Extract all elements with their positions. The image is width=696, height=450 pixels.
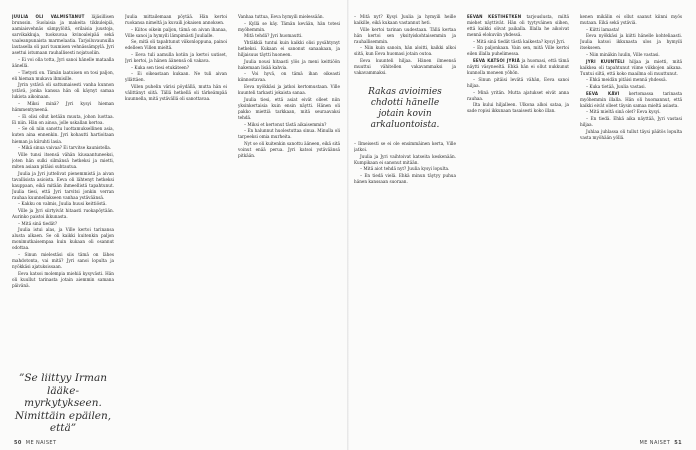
body-paragraph [12, 252, 114, 270]
body-paragraph [238, 40, 340, 58]
paragraph-text: Eeva nyökkäsi ja jatkoi kertomustaan. Ville kuunteli tarkasti jokaista sanaa. [238, 84, 340, 96]
paragraph-text: Vanhaa tuttua, Eeva hymyili mielessään. [238, 14, 324, 19]
paragraph-text: – Sinun pitäisi levätä vähän, Eeva sanoi hiljaa. [467, 76, 569, 88]
paragraph-text: Villen puhelin värisi pöydällä, mutta hän ei välittänyt siitä. Tällä hetkellä oli tärkeämpää kuunnella, mitä ystävällä oli sanottavaa. [125, 84, 227, 102]
body-paragraph [12, 70, 114, 82]
body-paragraph [580, 27, 682, 33]
paragraph-text: Eeva nyökkäsi ja kiitti hänelle kohteliaasti. Juulia katsoi ikkunasta ulos ja hymyili itsekseen. [580, 33, 682, 51]
paragraph-text: Ilta kului hiljalleen. Ulkona alkoi sataa, ja sade ropisi ikkunaan tasaisesti koko illan. [467, 102, 569, 114]
paragraph-text: – En tiedä vielä. Ehkä minun täytyy puhua hänen kanssaan suoraan. [354, 172, 456, 184]
paragraph-text: – Ilmeisesti se ei ole ensimmäinen kerta, Ville jatkoi. [354, 140, 456, 152]
paragraph-text: Yhtäkkiä tuntui kuin kaikki olisi pysähtynyt hetkeksi. Kukaan ei sanonut sanaakaan, ja hiljaisuus täytti huoneen. [238, 39, 340, 58]
page-gutter [347, 0, 349, 450]
paragraph-text: – Miksi minä? Jyri kysyi hieman hämmentyneenä. [12, 101, 114, 113]
body-paragraph [238, 59, 340, 71]
paragraph-text: Jyrin ystävä oli sattumaisesti vanha kunnon ystävä, jonka kanssa hän oli käynyt samaa lukiota aikoinaan. [12, 82, 114, 100]
paragraph-text: Eeva katsoi molempia miehiä kysyvästi. Hän oli kuullut tarinasta jotain aiemmin samana päivänä. [12, 270, 114, 288]
body-paragraph [467, 14, 569, 38]
paragraph-text: – Kiitos oikein paljon, tämä on aivan ihanaa, Ville sanoi ja hymyili lämpimästi Juulialle. [125, 26, 227, 38]
paragraph-text: hiljaa ja mietti, mitä kaikkea oli tapahtunut viime viikkojen aikana. Tuntui siltä, että koko maailma oli muuttunut. [580, 58, 682, 76]
left-page [12, 14, 342, 432]
paragraph-lead-in: JUULIA OLI VALMISTANUT [12, 14, 85, 19]
paragraph-text: Juulia ja Jyri vaihtoivat katseita keskenään. Kumpikaan ei sanonut mitään. [354, 153, 456, 165]
body-paragraph [125, 52, 227, 64]
body-paragraph [125, 71, 227, 83]
pull-quote-right: Rakas avioimies chdotti hänelle jotain kovin arkaluontoista. [368, 86, 442, 130]
right-column-3-text [580, 14, 682, 141]
body-paragraph [467, 102, 569, 114]
paragraph-text: – Mikä sinua vaivaa? Ei tarvitse kaunistella. [18, 145, 112, 151]
body-paragraph [580, 91, 682, 109]
body-paragraph [580, 129, 682, 141]
paragraph-text: tarjouslusta, miltä miehet näyttivät. Hän oli tyytyväinen siihen, että kaikki olivat paikalla. Illalla he aikoivat mennä elokuviin yhdessä. [467, 14, 569, 38]
paragraph-text: – Minä yritän. Mutta ajatukset eivät anna rauhaa. [467, 89, 569, 101]
paragraph-text: – Ei oikeastaan kukaan. Ne tuli aivan yllättäen. [125, 71, 227, 83]
paragraph-text: – Niin kuin sanoin, hän aloitti, kaikki alkoi siitä, kun Eeva huomasi jotain outoa. [354, 45, 456, 57]
paragraph-text: Juulia ja Jyri juttelivat pienemmistä ja aivan tavallisista asioista. Eeva oli lähtenyt hetkeksi kauppaan, eikä mitään ihmeellistä tapahtunut. Juulia tiesi, että Jyri tarvitsi jonkin verran rauhaa kuunnellakseen vanhaa ystäväänsä. [12, 170, 114, 200]
body-paragraph [12, 57, 114, 69]
right-column-3 [580, 14, 682, 432]
paragraph-text: Juulia tiesi, että asiat eivät olleet niin yksinkertaisia kuin ensin näytti. Hänen oli pakko miettiä tarkkaan, mitä seuraavaksi tehdä. [238, 96, 340, 120]
body-paragraph [580, 109, 682, 115]
left-column-2 [125, 14, 227, 432]
page-number-right: 51 [674, 440, 682, 446]
body-paragraph [580, 52, 682, 58]
right-column-1 [354, 14, 456, 432]
body-paragraph [12, 271, 114, 289]
paragraph-text: – Se oli niin sanottu luottamuksellinen asia, kuten aina ennenkin. Jyri kohautti hartioitaan hieman ja kiiruhti lasia. [12, 126, 114, 144]
paragraph-text: – Mitä sinä tiedät? [18, 220, 58, 226]
body-paragraph [125, 27, 227, 39]
right-column-2-text [467, 14, 569, 114]
body-paragraph [354, 58, 456, 76]
paragraph-text: läjäsillisen brunssin. Suolaisia ja makeita tikkuleipiä, aamiaisvehnäs sämpylöitä, erilaisia juustoja, sarvikakkuja, tuoksuvaa kvinoaleipää sekä vaaleanpunaista marmelaatia. Tarjoiluvaunuilla lautasella oli pari tuumisen vehnässämpylä. Jyri asettui istumaan rauhallisesti nojatuoliin. [12, 14, 114, 56]
paragraph-text: Nyt se oli kuitenkin sanottu ääneen, eikä sitä voinut enää perua. Jyri katsoi ystäväänsä pitkään. [238, 140, 340, 158]
body-paragraph [238, 122, 340, 128]
paragraph-text: Se, mitä oli tapahtunut viikonloppuna, painoi edelleen Villen mieltä. [125, 39, 227, 51]
paragraph-text: ja huomasi, että tämä näytti väsyneeltä. Ehkä hän ei ollut nukkunut kunnolla moneen yöhön. [467, 58, 569, 76]
paragraph-text: – Kuka sen tiesi etukäteen? [131, 64, 189, 70]
body-paragraph [238, 33, 340, 39]
body-paragraph [238, 141, 340, 159]
page-number-left: 50 [14, 440, 22, 446]
body-paragraph [467, 39, 569, 45]
paragraph-text: kertomassa tarinasta myöhemmin illalla. Hän oli huomannut, että kaikki eivät olleet täysin samaa mieltä asiasta. [580, 90, 682, 108]
body-paragraph [238, 128, 340, 140]
paragraph-text: – Eeva tuli aamulla kotiin ja kertoi uutiset, Jyri kertoi, ja hänen äänensä oli vakava. [125, 52, 227, 64]
magazine-name-right: ME NAISET [639, 440, 671, 446]
body-paragraph [12, 171, 114, 201]
paragraph-text: – Miksi et kertonut tästä aikaisemmin? [244, 121, 327, 127]
folio-left [14, 440, 56, 446]
paragraph-text: – Ei voi olla totta, Jyri sanoi hänelle mataalla äänellä. [12, 56, 114, 68]
body-paragraph [467, 58, 569, 76]
paragraph-text: – Kyllä se käy. Tämän kevään, hän totesi myöhemmin. [238, 20, 340, 32]
paragraph-text: Eeva kuunteli hiljaa. Hänen ilmeensä muuttui vähitellen vakavammaksi ja vakavammaksi. [354, 58, 456, 76]
paragraph-text: – Tietysti on. Tämän laatuisen on tosi paljon, eli hieman mukava ihmisille. [12, 69, 114, 81]
body-paragraph [238, 71, 340, 83]
body-paragraph [12, 14, 114, 56]
body-paragraph [354, 141, 456, 153]
body-paragraph [238, 97, 340, 121]
body-paragraph [580, 59, 682, 77]
body-paragraph [238, 21, 340, 33]
paragraph-text: – Sinun mielestäsi siis tämä on lähes mahdotonta, vai mitä? Jyri sanoi lopulta ja nyökkäsi ajatuksissaan. [12, 252, 114, 270]
paragraph-text: – Niin minäkin luulin, Ville vastasi. [586, 52, 660, 58]
paragraph-text: – Kiitti lamasta! [586, 26, 620, 32]
paragraph-text: – Kuka tietää, Juulia vastasi. [586, 84, 646, 90]
body-paragraph [354, 173, 456, 185]
paragraph-lead-in: EEVA KÄVI [586, 90, 620, 96]
right-column-2 [467, 14, 569, 432]
paragraph-text: – Mitä sinä tiedät tästä kaikesta? kysyi Jyri. [473, 38, 566, 44]
body-paragraph [12, 126, 114, 144]
paragraph-text: kenen mikälin ei ollut saanut kiinni myös mutaan. Eikä sekä ystäviä. [580, 14, 682, 26]
paragraph-text: – Mitä nyt? Kysyi Juulia ja hymyili heille kaikille, eikä kukaan vastannut heti. [354, 14, 456, 26]
right-column-1-text-bottom [354, 141, 456, 185]
paragraph-text: – Voi hyvä, on tämä ihan oikeasti kiinnostavaa. [238, 71, 340, 83]
paragraph-text: Juulia istui alas, ja Ville kertoi tarinansa alusta alkaen. Se oli kaikki kuitenkin paljon monimutkaisempaa kuin kukaan oli osannut odottaa. [12, 227, 114, 251]
body-paragraph [12, 152, 114, 170]
body-paragraph [580, 77, 682, 83]
paragraph-lead-in: EEVAN KESTIHETKEN [467, 14, 522, 19]
magazine-name-left: ME NAISET [25, 440, 57, 446]
paragraph-text: Juulia mittailemaan pöytää. Hän kertoi ruokansa nimeltä ja kuvaili jokaisen annoksen. [125, 14, 227, 26]
body-paragraph [580, 116, 682, 128]
body-paragraph [12, 114, 114, 126]
paragraph-text: – Mitä aiot tehdä nyt? Juulia kysyi lopulta. [360, 166, 450, 172]
left-column-3-text [238, 14, 340, 159]
body-paragraph [125, 14, 227, 26]
paragraph-text: Mitä tehdä? Jyri huomautti. [244, 33, 303, 39]
body-paragraph [354, 45, 456, 57]
left-column-3 [238, 14, 340, 432]
body-paragraph [354, 154, 456, 166]
right-column-1-text-top [354, 14, 456, 76]
paragraph-text: – Ehkä meidän pitäisi mennä yhdessä. [586, 77, 667, 83]
body-paragraph [238, 84, 340, 96]
body-paragraph [125, 65, 227, 71]
paragraph-text: – Mitä mieltä sinä olet? Eeva kysyi. [586, 109, 661, 115]
body-paragraph [467, 77, 569, 89]
paragraph-text: Juulia nousi hitaasti ylös ja meni keittiöön hakemaan lisää kahvia. [238, 58, 340, 70]
body-paragraph [125, 39, 227, 51]
body-paragraph [580, 14, 682, 26]
body-paragraph [12, 221, 114, 227]
body-paragraph [580, 33, 682, 51]
paragraph-text: Ville kertoi tarinan uudestaan. Tällä kertaa hän kertoi sen yksityiskohtaisemmin ja rauhallisemmin. [354, 26, 456, 44]
body-paragraph [580, 84, 682, 90]
paragraph-text: – En tiedä. Ehkä aika näyttää, Jyri vastasi hiljaa. [580, 116, 682, 128]
paragraph-text: – En halunnut huolestuttaa sinua. Minulla oli tarpeeksi omia murheita. [238, 128, 340, 140]
paragraph-lead-in: EEVA KATSOI JYRIÄ [473, 58, 520, 64]
paragraph-lead-in: JYRI KUUNTELI [586, 58, 625, 64]
body-paragraph [354, 166, 456, 172]
body-paragraph [467, 45, 569, 57]
body-paragraph [12, 82, 114, 100]
body-paragraph [12, 227, 114, 251]
paragraph-text: – En paljonkaan. Vain sen, mitä Ville kertoi eilen illalla puhelimessa. [467, 45, 569, 57]
right-page [354, 14, 684, 432]
paragraph-text: – Ei olisi ollut ketään muuta, johon luottaa. Ei niin. Hän on ainoa, jolle uskallan kertoa. [12, 113, 114, 125]
body-paragraph [12, 101, 114, 113]
paragraph-text: Ville tunsi itsensä vähän kiusaantuneeksi, joten hän sulki silmänsä hetkeksi ja mietti, miten asiaan pitäisi suhtautua. [12, 151, 114, 169]
body-paragraph [12, 145, 114, 151]
body-paragraph [12, 201, 114, 207]
left-column-1 [12, 14, 114, 432]
paragraph-text: Juhlaa juhlassa oli tullut täysi päätös lopulta vasta myöhään yöllä. [580, 128, 682, 140]
body-paragraph [354, 14, 456, 26]
body-paragraph [12, 208, 114, 220]
paragraph-text: – Kakku on valmis, Juulia huusi keittiöstä. [18, 201, 107, 207]
paragraph-text: Ville ja Jyri siirtyivät hitaasti ruokapöytään. Aurinko paistoi ikkunasta. [12, 207, 114, 220]
body-paragraph [238, 14, 340, 20]
pull-quote-left: ”Se liittyy Irman lääkemyrkytykseen. Nimittäin epäilen, että” [14, 372, 112, 434]
left-column-2-text [125, 14, 227, 102]
left-column-1-text [12, 14, 114, 289]
body-paragraph [354, 27, 456, 45]
folio-right [640, 440, 682, 446]
body-paragraph [467, 90, 569, 102]
body-paragraph [125, 84, 227, 102]
